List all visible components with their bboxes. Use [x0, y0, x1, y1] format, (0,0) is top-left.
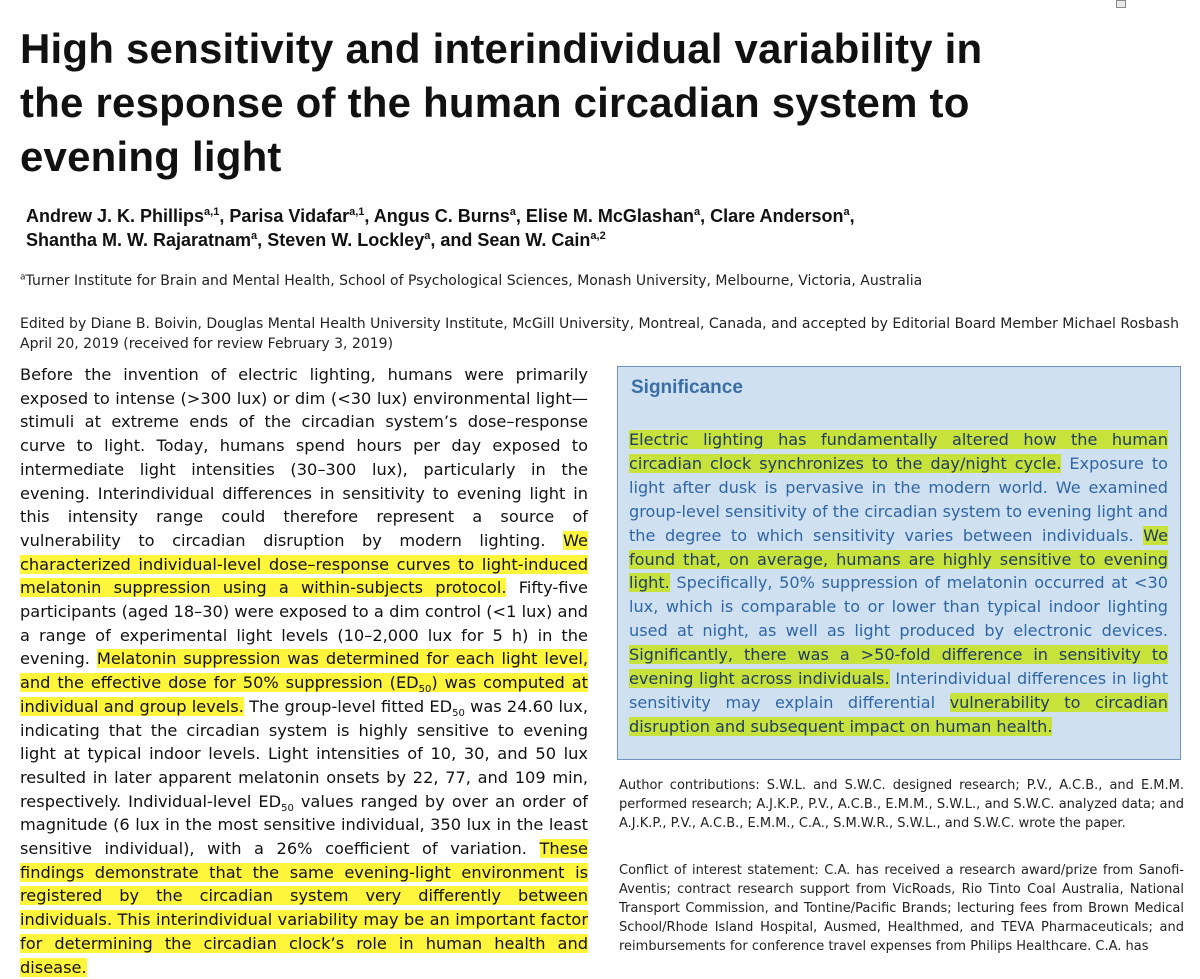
affiliation-text: Turner Institute for Brain and Mental Health, School of Psychological Sciences, Monash University, Melbourne, Victoria, Australia — [25, 273, 923, 289]
author-sup: a,2 — [590, 230, 606, 242]
author-name: Andrew J. K. Phillips — [26, 206, 205, 226]
author-sep: , — [515, 206, 526, 226]
conflict-of-interest: Conflict of interest statement: C.A. has received a research award/prize from Sanofi-Aventis; contract research support from VicRoads, Rio Tinto Coal Australia, National Transport Commission, and Tontine/Pacific Brands; lecturing fees from Brown Medical School/Rhode Island Hospital, Ausmed, Healthmed, and TEVA Pharmaceuticals; and reimbursements for conference travel expenses from Philips Healthcare. C.A. has — [619, 863, 1184, 954]
author-sup: a — [843, 206, 850, 218]
abstract-highlight: These findings demonstrate that the same evening-light environment is registered by the circadian system very differently between individuals. This interindividual variability may be an important factor for determining the circadian clock’s role in human health and disease. — [20, 839, 588, 977]
author-sup: a,1 — [349, 206, 365, 218]
author-sep: , — [219, 206, 230, 226]
abstract — [20, 363, 588, 979]
abstract-text: Fifty-five participants (aged 18–30) were exposed to a dim control (<1 lux) and a range of experimental light levels (10–2,000 lux for 5 h) in the evening. — [20, 578, 588, 669]
subscript: 50 — [418, 684, 432, 696]
author-sep: , — [257, 230, 268, 250]
abstract-text: Before the invention of electric lighting, humans were primarily exposed to intense (>300 lux) or dim (<30 lux) environmental light—stimuli at extreme ends of the circadian system’s dose–response curve to light. Today, humans spend hours per day exposed to intermediate light intensities (30–300 lux), particularly in the evening. Interindividual differences in sensitivity to evening light in this intensity range could therefore represent a source of vulnerability to circadian disruption by modern lighting. — [20, 365, 588, 550]
significance-plain: Exposure to light after dusk is pervasive in the modern world. We examined group-level sensitivity of the circadian system to evening light and the degree to which sensitivity varies between individuals. — [629, 453, 1168, 545]
author-name: Elise M. McGlashan — [525, 206, 694, 226]
author-list — [26, 204, 1146, 252]
subscript: 50 — [452, 708, 465, 720]
abstract-text: values ranged by over an order of magnitude (6 lux in the most sensitive individual, 350 lux in the least sensitive individual), with a 26% coefficient of variation. — [20, 791, 588, 859]
significance-highlight: We found that, on average, humans are highly sensitive to evening light. — [629, 525, 1168, 593]
author-name: Steven W. Lockley — [267, 230, 425, 250]
paper-title: High sensitivity and interindividual variability in the response of the human circadian system to evening light — [20, 25, 983, 180]
author-name: Parisa Vidafar — [229, 206, 350, 226]
author-name: Sean W. Cain — [477, 230, 591, 250]
significance-highlight: vulnerability to circadian disruption and subsequent impact on human health. — [629, 692, 1169, 736]
significance-text — [629, 428, 1168, 739]
abstract-text: The group-level fitted ED — [243, 696, 453, 716]
author-name: Clare Anderson — [710, 206, 844, 226]
abstract-highlight-text: ) was computed at individual and group levels. — [20, 673, 588, 716]
author-sup: a,1 — [204, 206, 220, 218]
significance-plain: Specifically, 50% suppression of melatonin occurred at <30 lux, which is comparable to or lower than typical indoor lighting used at night, as well as light produced by electronic devices. — [629, 573, 1168, 641]
author-sup: a — [509, 206, 516, 218]
author-sup: a — [693, 206, 701, 218]
significance-title: Significance — [631, 377, 743, 398]
affiliation — [20, 271, 1120, 291]
edited-by-note: Edited by Diane B. Boivin, Douglas Mental Health University Institute, McGill University, Montreal, Canada, and accepted by Editorial Board Member Michael Rosbash April 20, 2019 (received for review February 3, 2019) — [20, 316, 1179, 352]
author-sup: a — [424, 230, 431, 242]
significance-highlight: Significantly, there was a >50-fold difference in sensitivity to evening light across individuals. — [629, 645, 1168, 689]
subscript: 50 — [281, 802, 294, 814]
abstract-highlight-text: Melatonin suppression was determined for each light level, and the effective dose for 50% suppression (ED — [20, 649, 588, 693]
abstract-highlight: We characterized individual-level dose–response curves to light-induced melatonin suppression using a within-subjects protocol. — [20, 530, 588, 598]
author-sep: , and — [430, 230, 478, 250]
abstract-text: was 24.60 lux, indicating that the circadian system is highly sensitive to evening light at typical indoor levels. Light intensities of 10, 30, and 50 lux resulted in later apparent melatonin onsets by 22, 77, and 109 min, respectively. Individual-level ED — [20, 696, 588, 811]
affiliation-sup: a — [20, 272, 26, 283]
author-name: Angus C. Burns — [373, 206, 510, 226]
author-sep: , — [700, 206, 711, 226]
author-sup: a — [251, 230, 258, 242]
significance-plain: Interindividual differences in light sensitivity may explain differential — [629, 669, 1168, 712]
page-corner-marker — [1116, 0, 1126, 8]
author-name: Shantha M. W. Rajaratnam — [26, 230, 252, 250]
author-sep: , — [364, 206, 374, 226]
author-contributions: Author contributions: S.W.L. and S.W.C. designed research; P.V., A.C.B., and E.M.M. performed research; A.J.K.P., P.V., A.C.B., E.M.M., S.W.L., and S.W.C. analyzed data; and A.J.K.P., P.V., A.C.B., E.M.M., C.A., S.M.W.R., S.W.L., and S.W.C. wrote the paper. — [619, 778, 1184, 831]
significance-highlight: Electric lighting has fundamentally altered how the human circadian clock synchronizes to the day/night cycle. — [629, 430, 1168, 473]
author-sep: , — [849, 206, 855, 226]
